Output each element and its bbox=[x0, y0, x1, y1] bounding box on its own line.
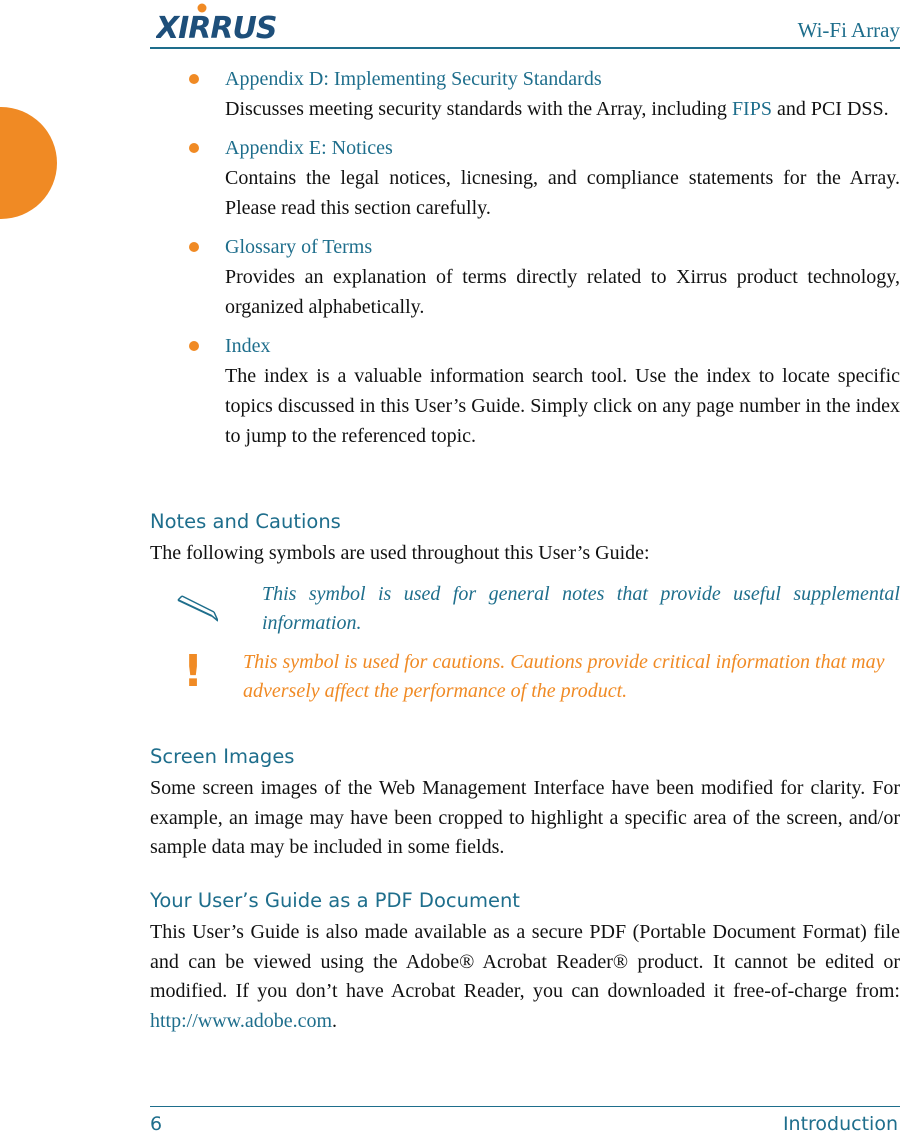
adobe-link[interactable]: http://www.adobe.com bbox=[150, 1009, 333, 1032]
exclamation-icon: ! bbox=[183, 646, 204, 697]
notes-cautions-heading: Notes and Cautions bbox=[150, 510, 341, 533]
list-item-description: Discusses meeting security standards with the Array, including FIPS and PCI DSS. bbox=[225, 98, 889, 120]
notes-intro: The following symbols are used throughout this User’s Guide: bbox=[150, 542, 650, 564]
list-item bbox=[150, 64, 900, 124]
pencil-note-icon bbox=[172, 592, 218, 622]
header-title: Wi-Fi Array bbox=[797, 18, 900, 42]
footer-divider bbox=[150, 1106, 900, 1107]
index-link[interactable]: Index bbox=[225, 335, 271, 357]
note-text: This symbol is used for general notes that provide useful supplemental information. bbox=[262, 583, 900, 634]
page-header bbox=[150, 0, 900, 52]
appendix-e-link[interactable]: Appendix E: Notices bbox=[225, 137, 393, 159]
pdf-heading: Your User’s Guide as a PDF Document bbox=[150, 889, 520, 912]
list-item bbox=[150, 232, 900, 322]
header-divider bbox=[150, 47, 900, 49]
pdf-text: This User’s Guide is also made available as a secure PDF (Portable Document Format) file and can be viewed using the Adobe® Acrobat Reader® product. It cannot be edited or modified. If you don’t have Acrobat Reader, you can downloaded it free-of-charge from: http://www.adobe.com. bbox=[150, 921, 900, 1032]
bullet-icon bbox=[189, 341, 199, 351]
screen-images-heading: Screen Images bbox=[150, 745, 295, 768]
footer-section-title: Introduction bbox=[782, 1113, 898, 1135]
fips-link[interactable]: FIPS bbox=[731, 98, 772, 120]
svg-text:XIRRUS: XIRRUS bbox=[156, 11, 277, 42]
appendix-list bbox=[150, 64, 900, 460]
list-item-description: Provides an explanation of terms directly related to Xirrus product technology, organized alphabetically. bbox=[225, 266, 900, 318]
page-number: 6 bbox=[150, 1113, 163, 1135]
appendix-d-link[interactable]: Appendix D: Implementing Security Standards bbox=[225, 68, 602, 90]
bullet-icon bbox=[189, 143, 199, 153]
list-item-description: Contains the legal notices, licnesing, and compliance statements for the Array. Please read this section carefully. bbox=[225, 167, 900, 219]
glossary-link[interactable]: Glossary of Terms bbox=[225, 236, 373, 258]
list-item-description: The index is a valuable information search tool. Use the index to locate specific topics discussed in this User’s Guide. Simply click on any page number in the index to jump to the referenced topic. bbox=[225, 365, 900, 447]
list-item bbox=[150, 133, 900, 223]
chapter-tab bbox=[0, 107, 57, 219]
screen-images-text: Some screen images of the Web Management Interface have been modified for clarity. For example, an image may have been cropped to highlight a specific area of the screen, and/or sample data may be included in some fields. bbox=[150, 777, 900, 858]
xirrus-logo bbox=[156, 2, 316, 42]
caution-text: This symbol is used for cautions. Cautions provide critical information that may adversely affect the performance of the product. bbox=[243, 651, 885, 702]
bullet-icon bbox=[189, 242, 199, 252]
list-item bbox=[150, 331, 900, 451]
bullet-icon bbox=[189, 74, 199, 84]
